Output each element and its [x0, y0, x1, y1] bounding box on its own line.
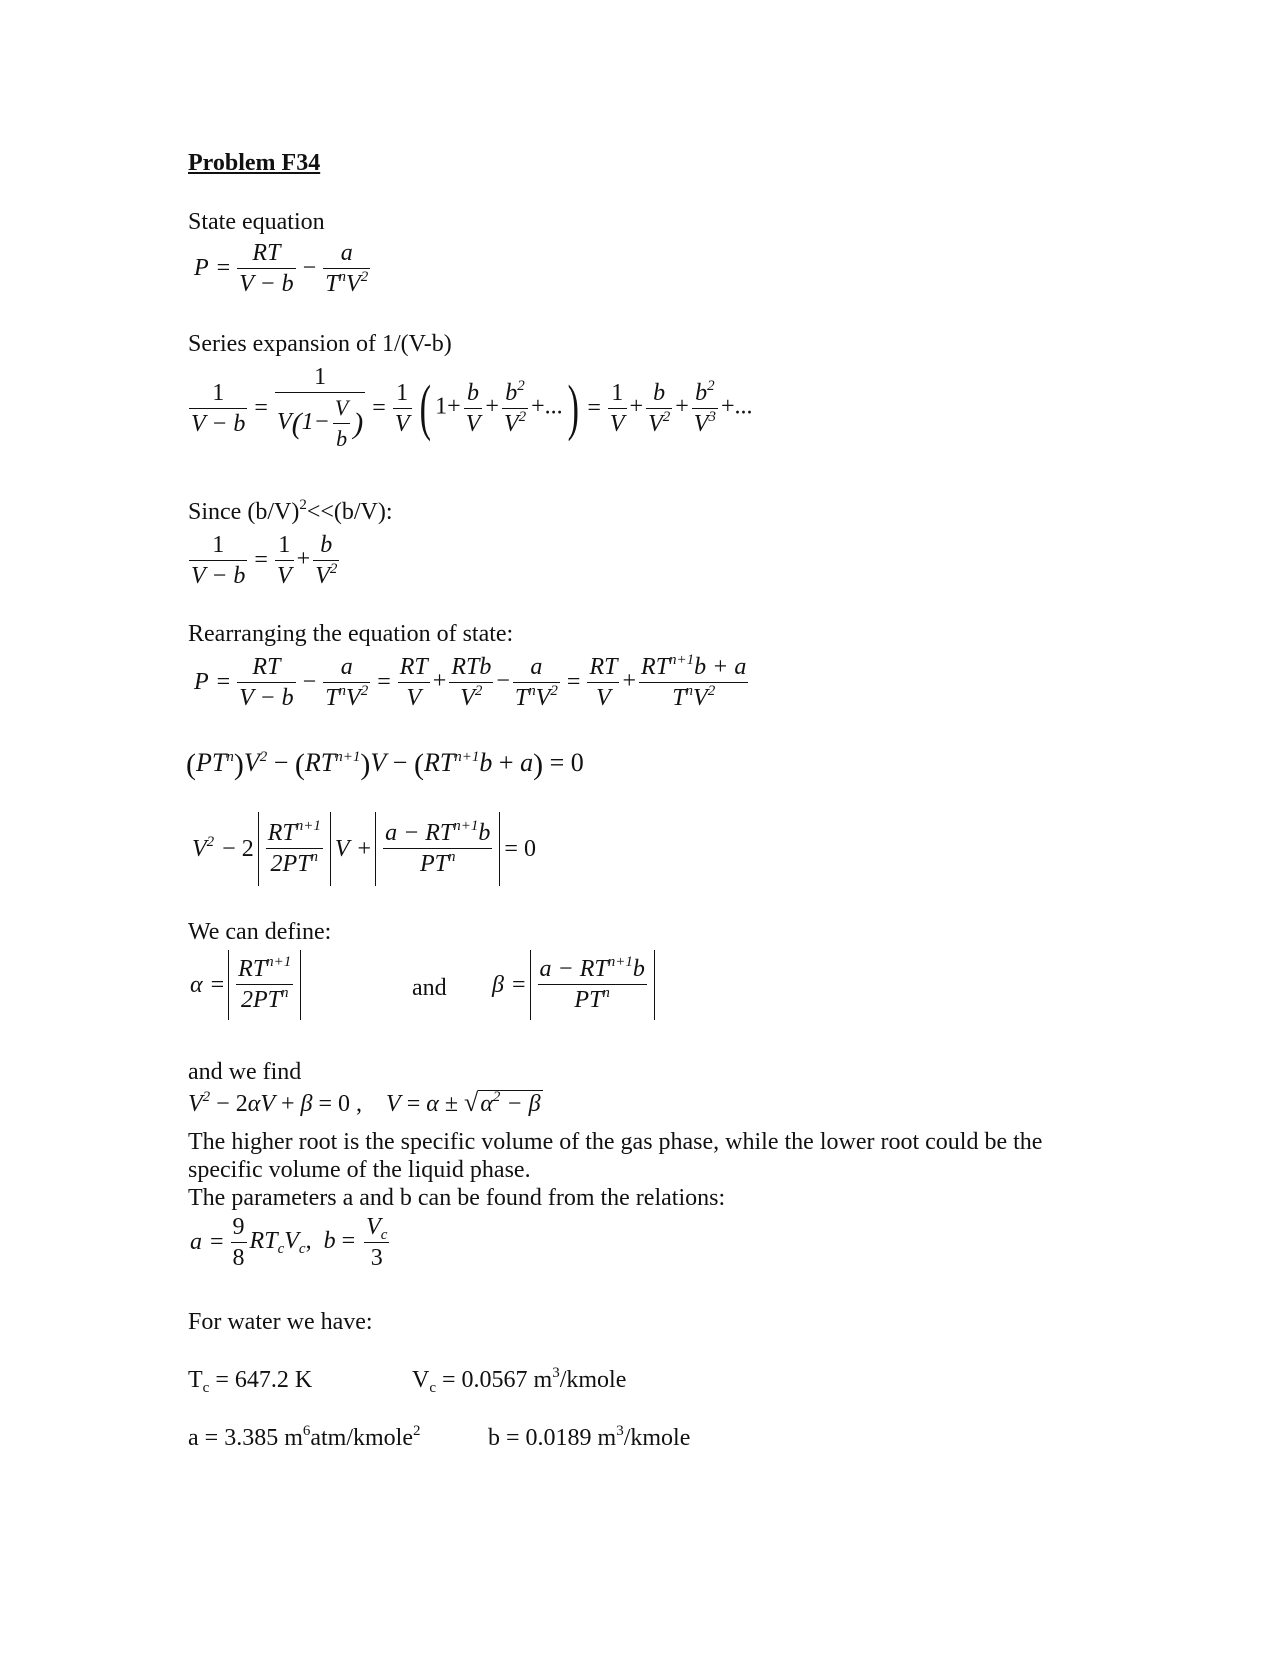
section-rearranging: Rearranging the equation of state:	[188, 621, 514, 647]
paragraph-line-3: The parameters a and b can be found from the relations:	[188, 1185, 726, 1211]
section-state-equation: State equation	[188, 209, 325, 235]
equation-solution: $V^2 - 2\alpha V + \beta = 0$ , $V = \alpha \pm √\alpha^2 - \beta$	[188, 1088, 541, 1117]
equation-parameters: a = $\frac{9}{8}$ $RT_cV_c$, b = $\frac{V_c}{3}$	[190, 1214, 388, 1271]
paragraph-line-1: The higher root is the specific volume of the gas phase, while the lower root could be the	[188, 1129, 1043, 1155]
and-label: and	[412, 975, 447, 1001]
equation-rearranged: P = $\frac{RT}{V - b}$ − $\frac{a}{T^nV^2}$ = $\frac{RT}{V}$ + $\frac{\text{RTb}}{V^2}$ − $\frac{a}{T^nV^2}$ = $\frac{RT}{V}$ + $\frac{RT^{n+1}b + a}{T^nV^2}$	[194, 652, 747, 711]
equation-normalized: $V^2 - 2$ $\frac{RT^{n+1}}{2PT^n}$ V + $\frac{a - RT^{n+1}b}{PT^n}$ = 0	[188, 812, 540, 886]
section-since: Since $(b/V)^2<<(b/V)$:	[188, 497, 393, 525]
section-find: and we find	[188, 1059, 302, 1085]
section-water: For water we have:	[188, 1309, 373, 1335]
page-title: Problem F34	[188, 150, 321, 176]
equation-beta: β = $\frac{a - RT^{n+1}b}{PT^n}$	[488, 950, 655, 1020]
section-define: We can define:	[188, 919, 332, 945]
a-value: a = 3.385 $m^6atm/kmole^2$	[188, 1423, 421, 1451]
tc-value: $T_c = 647.2$ K	[188, 1367, 313, 1396]
vc-value: $V_c = 0.0567$ $m^3$/kmole	[412, 1365, 627, 1396]
equation-quadratic: $(PT^n)V^2 - (RT^{n+1})V - (RT^{n+1}b + a) = 0$	[186, 748, 584, 782]
equation-state: P = $\frac{RT}{V - b}$ − $\frac{a}{T^nV^2}$	[194, 240, 369, 297]
equation-series: $\frac{1}{V - b}$ = 1 V(1− $\frac{V}{b}$ ) = $\frac{1}{V}$ ( 1+ $\frac{b}{V}$ + $\frac{b^2}{V^2}$ +...) = $\frac{1}{V}$ + $\frac{b}{V^2}$ + $\frac{b^2}{V^3}$ +...	[186, 362, 753, 454]
b-value: b = 0.0189 $m^3$/kmole	[488, 1423, 691, 1451]
section-series-expansion: Series expansion of 1/(V-b)	[188, 331, 452, 357]
paragraph-line-2: specific volume of the liquid phase.	[188, 1157, 531, 1183]
equation-approx: $\frac{1}{V - b}$ = $\frac{1}{V}$ + $\frac{b}{V^2}$	[191, 532, 338, 589]
equation-alpha: α = $\frac{RT^{n+1}}{2PT^n}$	[186, 950, 301, 1020]
